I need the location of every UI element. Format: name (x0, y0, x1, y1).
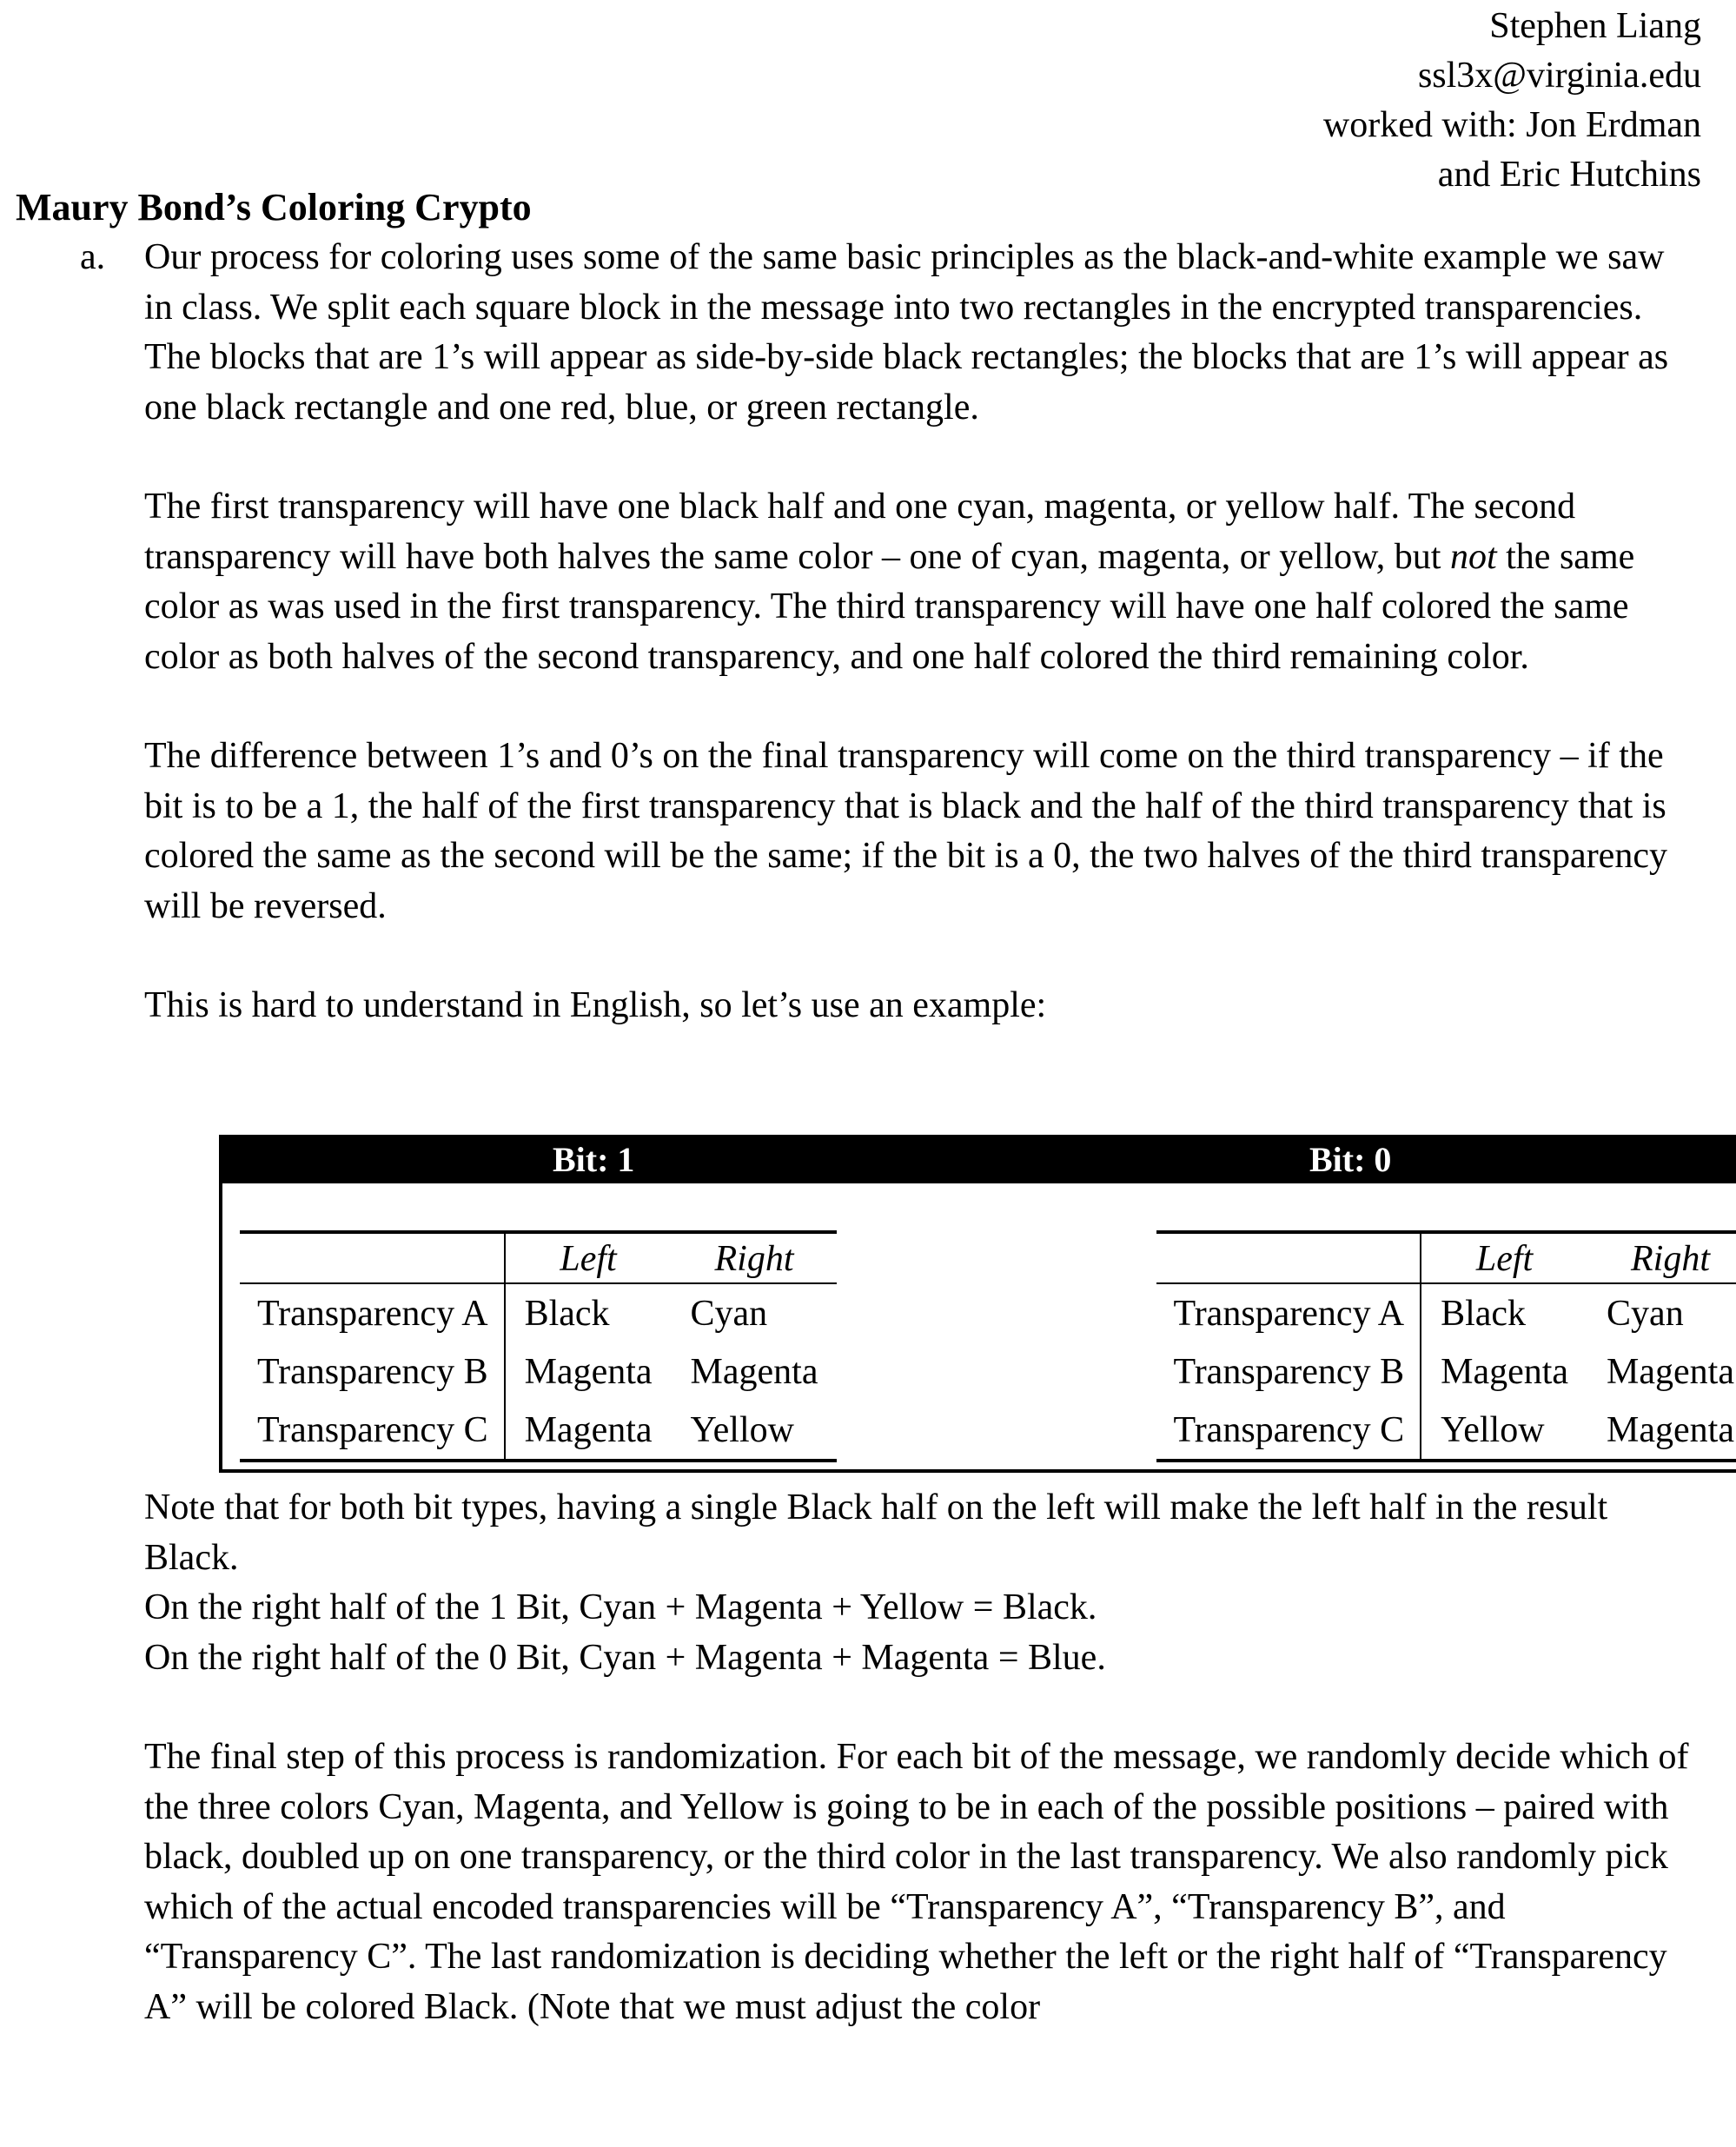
cell-left: Magenta (1441, 1351, 1569, 1392)
row-label: Transparency C (240, 1401, 505, 1461)
cell-right: Magenta (1607, 1351, 1734, 1392)
empty-header-cell (1156, 1232, 1421, 1283)
table-row (1156, 1401, 1736, 1461)
cell-right: Yellow (690, 1409, 794, 1450)
paragraph-transparencies-part-2: the same color as was used in the first transparency. The third transparency will have one half colored the same color as both halves of the second transparency, and one half colored the third remaining color. (144, 536, 1635, 677)
answer-body (144, 233, 1700, 1031)
author-email: ssl3x@virginia.edu (1417, 56, 1701, 96)
empty-header-cell (240, 1232, 505, 1283)
bit-1-table (240, 1230, 837, 1462)
table-header-row (240, 1232, 837, 1283)
paragraph-transparencies-part-1: The first transparency will have one black half and one cyan, magenta, or yellow half. The second transparency will have both halves the same color – one of cyan, magenta, or yellow, but (144, 487, 1576, 577)
table-body (222, 1183, 1736, 1469)
answer-body-continued (144, 1483, 1700, 2032)
cell-left: Black (524, 1293, 610, 1334)
example-table-container (144, 1135, 1734, 1473)
column-header-right: Right (1587, 1232, 1736, 1283)
row-label: Transparency C (1156, 1401, 1421, 1461)
note-left-half: Note that for both bit types, having a single Black half on the left will make the left half in the result Black. (144, 1488, 1608, 1578)
row-label: Transparency A (1156, 1283, 1421, 1342)
paragraph-randomization: The final step of this process is randomization. For each bit of the message, we randomly decide which of the three colors Cyan, Magenta, and Yellow is going to be in each of the possible positions – paired with black, doubled up on one transparency, or the third color in the last transparency. We also randomly pick which of the actual encoded transparencies will be “Transparency A”, “Transparency B”, and “Transparency C”. The last randomization is deciding whether the left or the right half of “Transparency A” will be colored Black. (Note that we must adjust the color (144, 1737, 1689, 2027)
column-header-right: Right (672, 1232, 838, 1283)
author-name: Stephen Liang (1489, 6, 1701, 46)
paragraph-difference: The difference between 1’s and 0’s on the final transparency will come on the third transparency – if the bit is to be a 1, the half of the first transparency that is black and the half of the third transparency that is colored the same as the second will be the same; if the bit is a 0, the two halves of the third transparency will be reversed. (144, 736, 1667, 926)
list-marker: a. (80, 237, 106, 277)
table-row (1156, 1342, 1736, 1401)
cell-left: Black (1441, 1293, 1527, 1334)
paragraph-example-intro: This is hard to understand in English, so let’s use an example: (144, 985, 1047, 1025)
row-label: Transparency A (240, 1283, 505, 1342)
row-label: Transparency B (240, 1342, 505, 1401)
cell-left: Magenta (524, 1351, 653, 1392)
row-label: Transparency B (1156, 1342, 1421, 1401)
bit-0-table (1156, 1230, 1736, 1462)
author-header (1323, 2, 1701, 200)
note-bit-0-right: On the right half of the 0 Bit, Cyan + Magenta + Magenta = Blue. (144, 1637, 1106, 1678)
bit-0-header: Bit: 0 (1309, 1140, 1392, 1179)
emphasis-not: not (1449, 536, 1497, 577)
table-row (1156, 1283, 1736, 1342)
column-header-left: Left (1421, 1232, 1587, 1283)
example-table (219, 1135, 1736, 1473)
table-header-bar (222, 1138, 1736, 1183)
column-header-left: Left (505, 1232, 672, 1283)
cell-left: Yellow (1441, 1409, 1545, 1450)
note-bit-1-right: On the right half of the 1 Bit, Cyan + Magenta + Yellow = Black. (144, 1587, 1097, 1627)
table-header-row (1156, 1232, 1736, 1283)
collaborators-line-1: worked with: Jon Erdman (1322, 105, 1701, 145)
table-row (240, 1342, 837, 1401)
table-row (240, 1283, 837, 1342)
paragraph-transparencies (144, 482, 1700, 682)
cell-right: Cyan (1607, 1293, 1684, 1334)
cell-right: Magenta (1607, 1409, 1734, 1450)
document-title: Maury Bond’s Coloring Crypto (16, 186, 532, 229)
cell-left: Magenta (524, 1409, 653, 1450)
table-row (240, 1401, 837, 1461)
cell-right: Magenta (690, 1351, 818, 1392)
collaborators-line-2: and Eric Hutchins (1437, 155, 1701, 195)
cell-right: Cyan (690, 1293, 768, 1334)
paragraph-process: Our process for coloring uses some of the same basic principles as the black-and-white example we saw in class. We split each square block in the message into two rectangles in the encrypted transparencies. The blocks that are 1’s will appear as side-by-side black rectangles; the blocks that are 1’s will appear as one black rectangle and one red, blue, or green rectangle. (144, 237, 1669, 427)
bit-1-header: Bit: 1 (553, 1140, 635, 1179)
